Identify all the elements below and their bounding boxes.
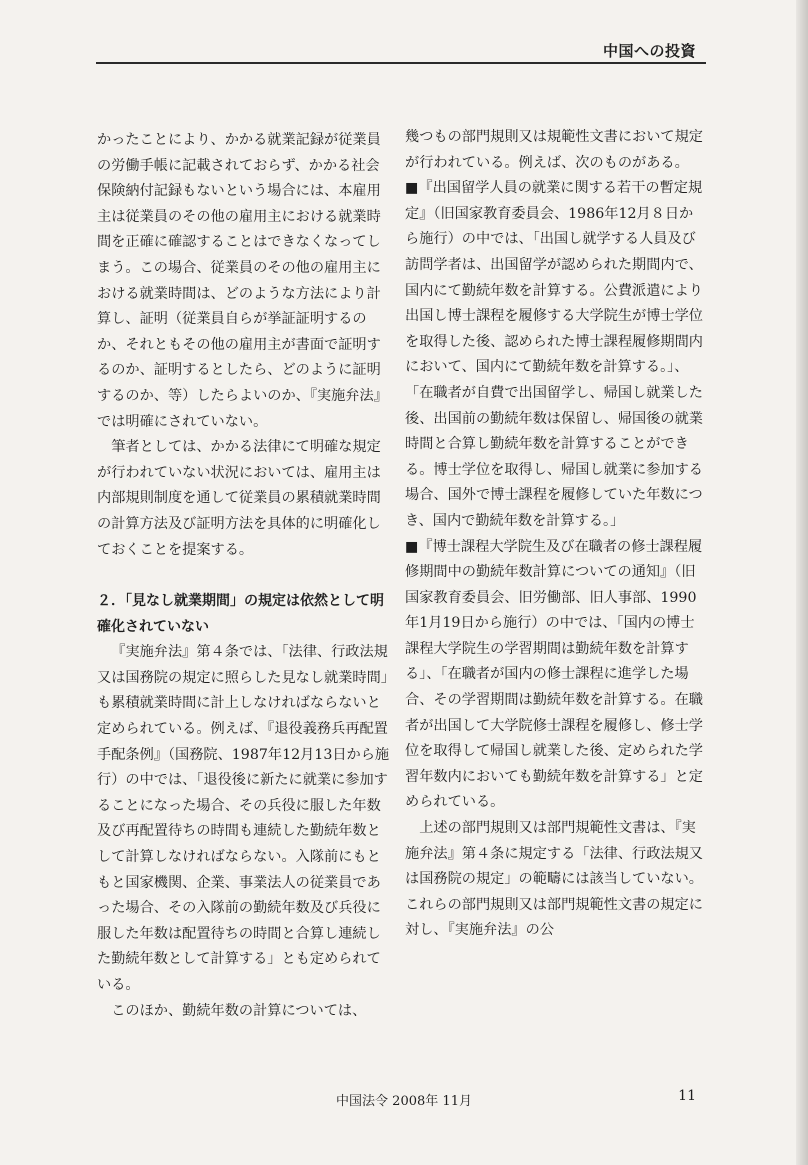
issue-month: 11 — [442, 1094, 459, 1109]
issue-year: 2008 — [392, 1094, 426, 1109]
left-paragraph-1: かったことにより、かかる就業記録が従業員の労働手帳に記載されておらず、かかる社会保険納付記録もないという場合には、本雇用主は従業員のその他の雇用主における就業時間を正確に確認することはできなくなってしまう。この場合、従業員のその他の雇用主における就業時間は、どのような方法により計算し、証明（従業員自らが挙証証明するのか、それともその他の雇用主が書面で証明するのか、証明するとしたら、どのように証明するのか、等）したらよいのか、『実施弁法』では明確にされていない。 — [97, 132, 388, 430]
journal-name: 中国法令 — [336, 1094, 389, 1109]
bullet-item-1: ■『出国留学人員の就業に関する若干の暫定規定』（旧国家教育委員会、1986年12月８日から施行）の中では、「出国し就学する人員及び訪問学者は、出国留学が認められた期間内で、国内にて勤続年数を計算する。公費派遣により出国し博士課程を履修する大学院生が博士学位を取得した後、認められた博士課程履修期間内において、国内にて勤続年数を計算する。」、「在職者が自費で出国留学し、帰国し就業した後、出国前の勤続年数は保留し、帰国後の就業時間と合算し勤続年数を計算することができる。博士学位を取得し、帰国し就業に参加する場合、国外で博士課程を履修していた年数につき、国内で勤続年数を計算する。」 — [405, 180, 703, 529]
left-column — [97, 128, 391, 1024]
year-suffix: 年 — [425, 1094, 439, 1109]
running-header-title: 中国への投資 — [602, 42, 696, 60]
page-number: 11 — [678, 1088, 696, 1104]
header-rule — [96, 62, 706, 64]
month-suffix: 月 — [458, 1094, 472, 1109]
left-paragraph-2: 筆者としては、かかる法律にて明確な規定が行われていない状況においては、雇用主は内部規則制度を通して従業員の累積就業時間の計算方法及び証明方法を具体的に明確化しておくことを提案する。 — [97, 439, 381, 558]
section-heading: ２．「見なし就業期間」の規定は依然として明確化されていない — [97, 593, 384, 635]
right-paragraph-2: 上述の部門規則又は部門規範性文書は、『実施弁法』第４条に規定する「法律、行政法規又は国務院の規定」の範疇には該当していない。これらの部門規則又は部門規範性文書の規定に対し、『実施弁法』の公 — [405, 820, 703, 939]
left-paragraph-3: 『実施弁法』第４条では、「法律、行政法規又は国務院の規定に照らした見なし就業時間」も累積就業時間に計上しなければならないと定められている。例えば、『退役義務兵再配置手配条例』（国務院、1987年12月13日から施行）の中では、「退役後に新たに就業に参加することになった場合、その兵役に服した年数及び再配置待ちの時間も連続した勤続年数として計算しなければならない。入隊前にもともと国家機関、企業、事業法人の従業員であった場合、その入隊前の勤続年数及び兵役に服した年数は配置待ちの時間と合算し連続した勤続年数として計算する」とも定められている。 — [97, 644, 390, 993]
bullet-item-2: ■『博士課程大学院生及び在職者の修士課程履修期間中の勤続年数計算についての通知』（旧国家教育委員会、旧労働部、旧人事部、1990年1月19日から施行）の中では、「国内の博士課程大学院生の学習期間は勤続年数を計算する」、「在職者が国内の修士課程に進学した場合、その学習期間は勤続年数を計算する。在職者が出国して大学院修士課程を履修し、修士学位を取得して帰国し就業した後、定められた学習年数内においても勤続年数を計算する」と定められている。 — [405, 538, 703, 811]
right-column — [405, 125, 703, 944]
right-paragraph-1: 幾つもの部門規則又は規範性文書において規定が行われている。例えば、次のものがある。 — [405, 129, 703, 171]
page-edge — [796, 0, 808, 1165]
left-paragraph-4: このほか、勤続年数の計算については、 — [111, 1002, 367, 1019]
